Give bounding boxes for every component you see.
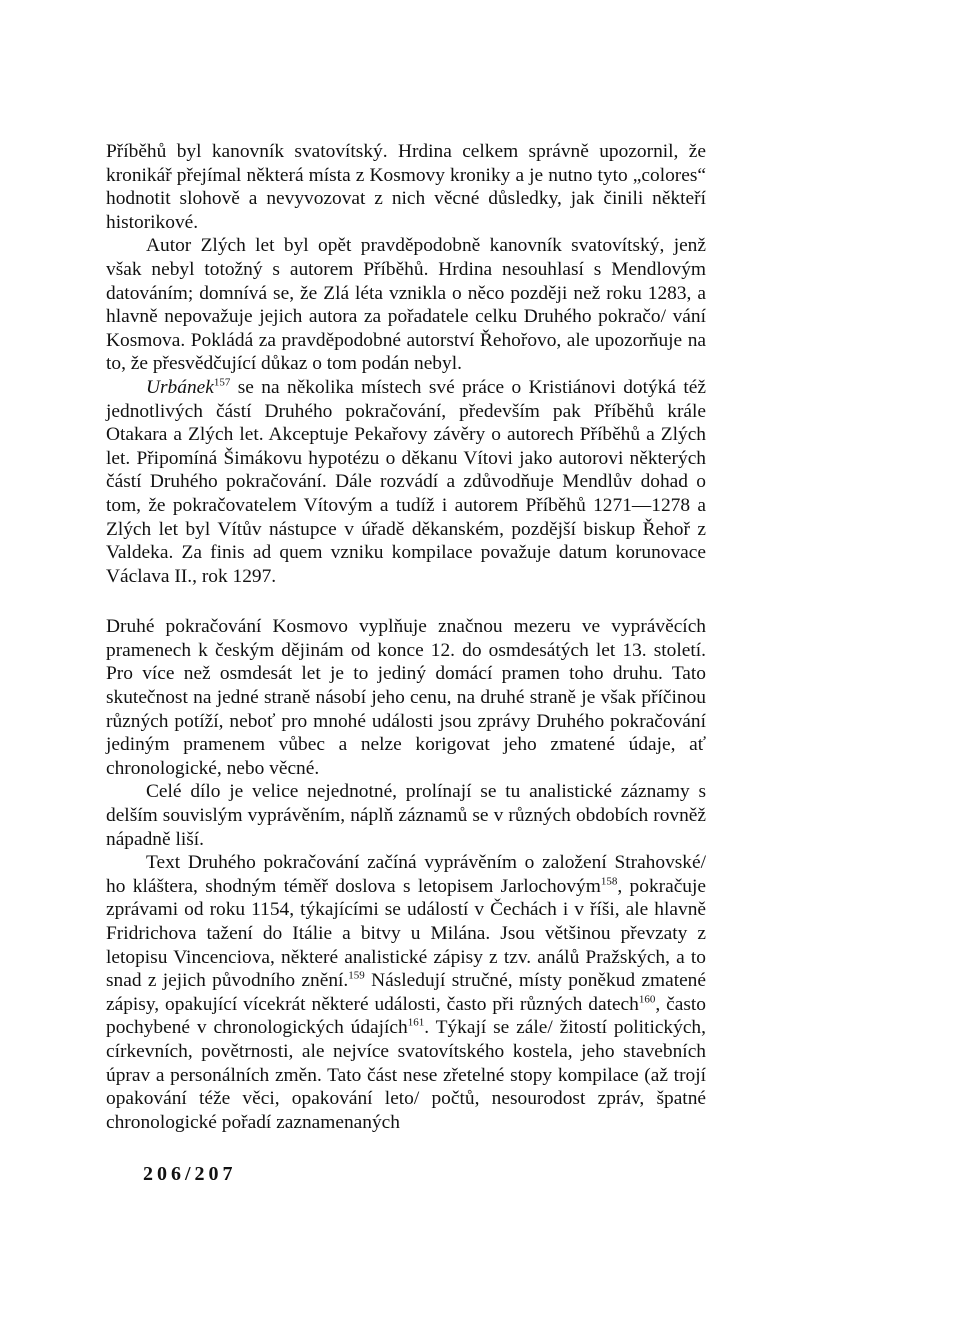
paragraph: Příběhů byl kanovník svatovítský. Hrdina celkem správně upozornil, že kronikář přejímal některá místa z Kosmovy kroniky a je nutno tyto „colores“ hodnotit slohově a nevyvozovat z nich věcné důsledky, jak činili někteří historikové. (106, 141, 706, 233)
footnote-marker: 157 (213, 376, 231, 389)
footnote-marker: 158 (600, 875, 618, 888)
footnote-marker: 159 (348, 969, 365, 982)
paragraph: Text Druhého pokračování začíná vyprávěním o založení Strahovské/ ho kláštera, shodným téměř doslova s letopisem Jarlochovým$^{158}$, pokračuje zprávami od roku 1154, týkajícími se událostí v Čechách i v říši, ale hlavně Fridrichova tažení do Itálie a bitvy u Milána. Jsou většinou převzaty z letopisu Vincenciova, některé analistické zápisy z tzv. análů Pražských, a to snad z jejich původního znění.$^{159}$ Následují stručné, místy poněkud zmatené zápisy, opakující vícekrát některé události, často při různých datech$^{160}$, často pochybené v chronologických údajích$^{161}$. Týkají se zále/ žitostí politických, církevních, povětrnosti, ale nejvíce svatovítského kostela, jeho stavebních úprav a personálních změn. Tato část nese zřetelné stopy kompilace (až trojí opakování téže věci, opakování leto/ počtů, nesourodost zpráv, špatné chronologické pořadí zaznamenaných (106, 852, 706, 1133)
footnote-marker: 161 (407, 1016, 425, 1029)
paragraph: Druhé pokračování Kosmovo vyplňuje značnou mezeru ve vyprávěcích pramenech k českým dějinám od konce 12. do osmdesátých let 13. století. Pro více než osmdesát let je to jediný domácí pramen toho druhu. Tato skutečnost na jedné straně násobí jeho cenu, na druhé straně je však příčinou různých potíží, neboť pro mnohé události jsou zprávy Druhého pokračování jediným pramenem vůbec a nelze korigovat jeho zmatené údaje, ať chronologické, nebo věcné. (106, 616, 706, 779)
footnote-marker: 160 (638, 993, 656, 1006)
page-number: 206/207 (143, 1163, 237, 1185)
paragraph: Celé dílo je velice nejednotné, prolínají se tu analistické záznamy s delším souvislým vyprávěním, náplň záznamů se v různých obdobích rovněž nápadně liší. (106, 781, 706, 850)
body-text (106, 140, 706, 1134)
paragraph: Urbánek$^{157}$ se na několika místech své práce o Kristiánovi dotýká též jednotlivých částí Druhého pokračování, především pak Příběhů krále Otakara a Zlých let. Akceptuje Pekařovy závěry o autorech Příběhů a Zlých let. Připomíná Šimákovu hypotézu o děkanu Vítovi jako autorovi některých částí Druhého pokračování. Dále rozvádí a zdůvodňuje Mendlův dohad o tom, že pokračovatelem Vítovým a tudíž i autorem Příběhů 1271—1278 a Zlých let byl Vítův nástupce v úřadě děkanském, pozdější biskup Řehoř z Valdeka. Za finis ad quem vzniku kompilace považuje datum korunovace Václava II., rok 1297. (106, 376, 706, 587)
paragraph-gap (106, 588, 706, 615)
paragraph: Autor Zlých let byl opět pravděpodobně kanovník svatovítský, jenž však nebyl totožný s autorem Příběhů. Hrdina nesouhlasí s Mendlovým datováním; domnívá se, že Zlá léta vznikla o něco později než roku 1283, a hlavně nepovažuje jejich autora za pořadatele celku Druhého pokračo/ vání Kosmova. Pokládá za pravděpodobné autorství Řehořovo, ale upozorňuje na to, že přesvědčující důkaz o tom podán nebyl. (106, 235, 706, 375)
